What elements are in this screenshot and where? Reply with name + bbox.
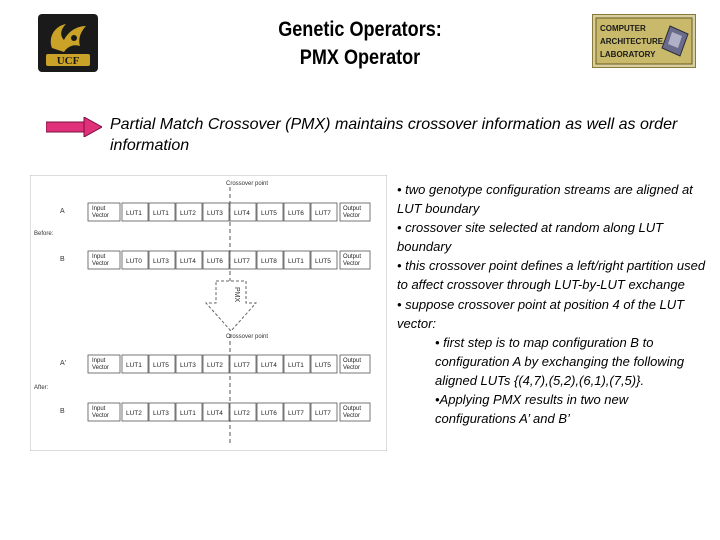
row-label: B: [60, 408, 65, 415]
lut-cell-label: LUT2: [207, 362, 223, 369]
output-vector-label: Vector: [343, 365, 361, 371]
bullet-item: • this crossover point defines a left/right partition used to affect crossover through LUT-by-LUT exchange: [397, 258, 706, 293]
input-vector-label: Vector: [92, 365, 110, 371]
input-vector-label: Vector: [92, 261, 110, 267]
lut-cell-label: LUT1: [126, 362, 142, 369]
output-vector-label: Vector: [343, 213, 361, 219]
lut-cell-label: LUT5: [153, 362, 169, 369]
input-vector-label: Input: [92, 254, 106, 260]
lut-cell-label: LUT3: [207, 210, 223, 217]
crossover-label-top: Crossover point: [226, 181, 269, 187]
bullet-list: [397, 180, 707, 428]
lut-cell-label: LUT3: [153, 410, 169, 417]
bullet-item: • first step is to map configuration B to configuration A by exchanging the following aligned LUTs {(4,7),(5,2),(6,1),(7,5)}.: [435, 334, 685, 388]
row-label: A: [60, 208, 65, 215]
lab-logo-line-3: LABORATORY: [600, 50, 656, 59]
lut-cell-label: LUT5: [315, 362, 331, 369]
lut-cell-label: LUT8: [261, 258, 277, 265]
bullet-item: • two genotype configuration streams are aligned at LUT boundary: [397, 182, 693, 217]
ucf-pegasus-logo: [38, 14, 98, 72]
lut-cell-label: LUT7: [315, 210, 331, 217]
output-vector-label: Vector: [343, 413, 361, 419]
lab-logo-line-1: COMPUTER: [600, 24, 646, 33]
title-line-2: PMX Operator: [299, 46, 421, 69]
input-vector-label: Input: [92, 406, 106, 412]
ucf-logo-text: UCF: [56, 55, 80, 67]
lut-cell-label: LUT7: [315, 410, 331, 417]
row-label: B: [60, 256, 65, 263]
lut-cell-label: LUT1: [126, 210, 142, 217]
lut-cell-label: LUT7: [288, 410, 304, 417]
lut-cell-label: LUT5: [261, 210, 277, 217]
input-vector-label: Input: [92, 358, 106, 364]
lut-cell-label: LUT1: [153, 210, 169, 217]
lut-row: [60, 251, 370, 269]
output-vector-label: Output: [343, 406, 362, 412]
pmx-diagram: [30, 175, 387, 451]
lut-cell-label: LUT2: [234, 410, 250, 417]
lut-cell-label: LUT4: [207, 410, 223, 417]
lut-row: [60, 355, 370, 373]
computer-architecture-lab-logo: [592, 14, 696, 68]
lut-cell-label: LUT4: [234, 210, 250, 217]
lut-cell-label: LUT7: [234, 362, 250, 369]
output-vector-label: Vector: [343, 261, 361, 267]
after-label: After:: [34, 385, 49, 391]
lut-cell-label: LUT4: [180, 258, 196, 265]
lut-cell-label: LUT3: [153, 258, 169, 265]
row-label: A': [60, 360, 67, 367]
bullet-item: •Applying PMX results in two new configurations A’ and B’: [435, 392, 629, 427]
bullet-item: • crossover site selected at random along LUT boundary: [397, 220, 664, 255]
lut-cell-label: LUT1: [180, 410, 196, 417]
lut-cell-label: LUT1: [288, 362, 304, 369]
title-line-1: Genetic Operators:: [278, 18, 442, 41]
intro-text: Partial Match Crossover (PMX) maintains crossover information as well as order information: [110, 116, 678, 154]
lut-cell-label: LUT6: [207, 258, 223, 265]
lut-cell-label: LUT1: [288, 258, 304, 265]
output-vector-label: Output: [343, 358, 362, 364]
lab-logo-line-2: ARCHITECTURE: [600, 37, 664, 46]
lut-row: [60, 403, 370, 421]
page-title: [205, 16, 515, 72]
right-arrow-icon: [46, 117, 102, 137]
output-vector-label: Output: [343, 206, 362, 212]
lut-cell-label: LUT5: [315, 258, 331, 265]
lut-cell-label: LUT6: [288, 210, 304, 217]
lut-cell-label: LUT7: [234, 258, 250, 265]
pmx-label: PMX: [233, 287, 240, 303]
lut-cell-label: LUT3: [180, 362, 196, 369]
lut-cell-label: LUT2: [180, 210, 196, 217]
lut-cell-label: LUT4: [261, 362, 277, 369]
input-vector-label: Input: [92, 206, 106, 212]
output-vector-label: Output: [343, 254, 362, 260]
lut-cell-label: LUT6: [261, 410, 277, 417]
lut-cell-label: LUT2: [126, 410, 142, 417]
lut-cell-label: LUT0: [126, 258, 142, 265]
crossover-label-bottom: Crossover point: [226, 334, 269, 340]
before-label: Before:: [34, 231, 54, 237]
lut-row: [60, 203, 370, 221]
input-vector-label: Vector: [92, 413, 110, 419]
bullet-item: • suppose crossover point at position 4 of the LUT vector:: [397, 296, 685, 331]
input-vector-label: Vector: [92, 213, 110, 219]
